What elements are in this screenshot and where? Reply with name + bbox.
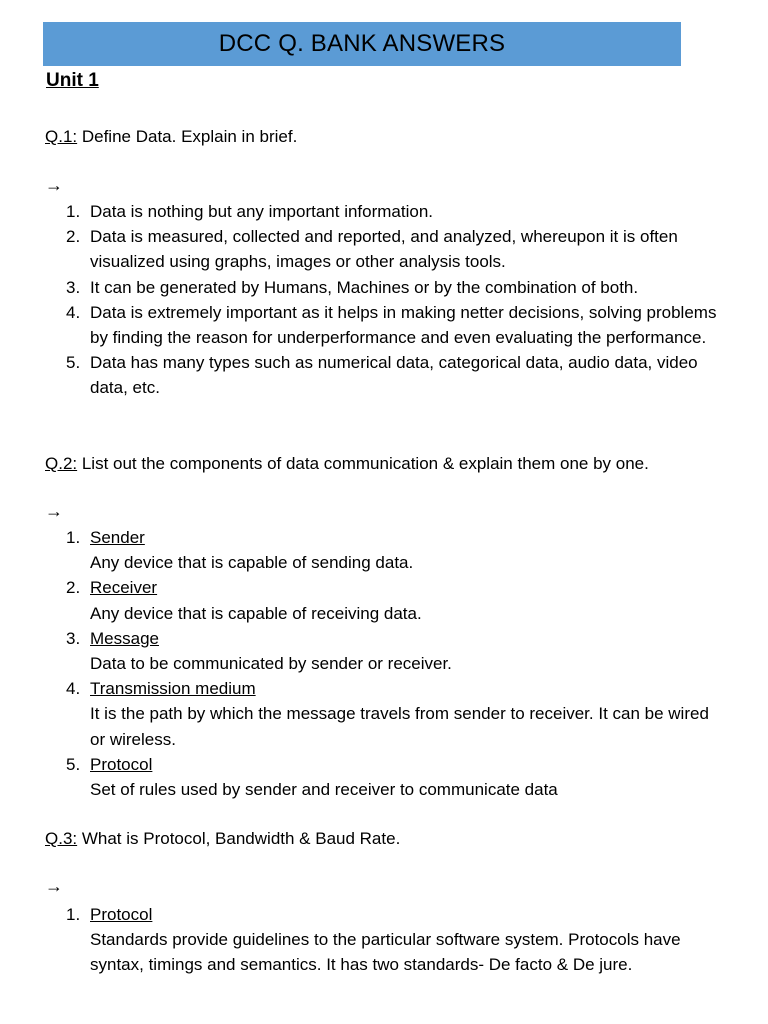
term: Protocol (90, 905, 153, 924)
question-label: Q.3: (45, 829, 78, 848)
term: Message (90, 628, 159, 648)
answer-list-2 (64, 525, 724, 802)
list-item: 5. Data has many types such as numerical data, categorical data, audio data, video data, etc. (66, 353, 698, 398)
term: Transmission medium (90, 679, 256, 699)
list-item: 1. Sender Any device that is capable of sending data. (66, 528, 414, 573)
question-3 (45, 829, 400, 849)
question-2 (45, 454, 649, 474)
arrow-icon: → (45, 175, 63, 195)
question-label: Q.1: (45, 127, 78, 146)
term-description: Data to be communicated by sender or receiver. (90, 654, 452, 674)
term-description: Set of rules used by sender and receiver to communicate data (90, 780, 558, 800)
term: Protocol (90, 754, 153, 774)
list-item: 2. Data is measured, collected and reported, and analyzed, whereupon it is often visualized using graphs, images or other analysis tools. (66, 227, 678, 272)
term-description: Any device that is capable of sending data. (90, 553, 414, 573)
question-text: List out the components of data communication & explain them one by one. (77, 454, 649, 473)
list-item: 3. It can be generated by Humans, Machines or by the combination of both. (66, 277, 639, 297)
list-item: 4. Transmission medium It is the path by which the message travels from sender to receiver. It can be wired or wireless. (66, 679, 709, 749)
question-text: Define Data. Explain in brief. (77, 127, 298, 146)
list-item: 5. Protocol Set of rules used by sender and receiver to communicate data (66, 754, 558, 800)
list-item: 1. Data is nothing but any important information. (66, 202, 434, 221)
title-banner (43, 22, 681, 66)
question-text: What is Protocol, Bandwidth & Baud Rate. (77, 829, 401, 848)
list-item: 2. Receiver Any device that is capable of receiving data. (66, 578, 422, 623)
answer-list-3 (64, 902, 724, 978)
term-description: Standards provide guidelines to the particular software system. Protocols have syntax, timings and semantics. It has two standards- De facto & De jure. (90, 930, 681, 975)
list-item: 3. Message Data to be communicated by sender or receiver. (66, 628, 452, 674)
term-description: It is the path by which the message travels from sender to receiver. It can be wired or wireless. (90, 704, 709, 749)
term: Sender (90, 528, 145, 547)
arrow-icon: → (45, 876, 63, 896)
question-1 (45, 127, 297, 147)
unit-heading: Unit 1 (46, 70, 99, 91)
question-label: Q.2: (45, 454, 78, 473)
term-description: Any device that is capable of receiving data. (90, 603, 422, 623)
page-title: DCC Q. BANK ANSWERS (218, 30, 506, 57)
list-item: 4. Data is extremely important as it helps in making netter decisions, solving problems by finding the reason for underperformance and even evaluating the performance. (66, 302, 717, 348)
answer-list-1 (64, 199, 724, 401)
list-item: 1. Protocol Standards provide guidelines to the particular software system. Protocols have syntax, timings and semantics. It has two standards- De facto & De jure. (66, 905, 681, 975)
term: Receiver (90, 578, 158, 598)
arrow-icon: → (45, 501, 63, 521)
